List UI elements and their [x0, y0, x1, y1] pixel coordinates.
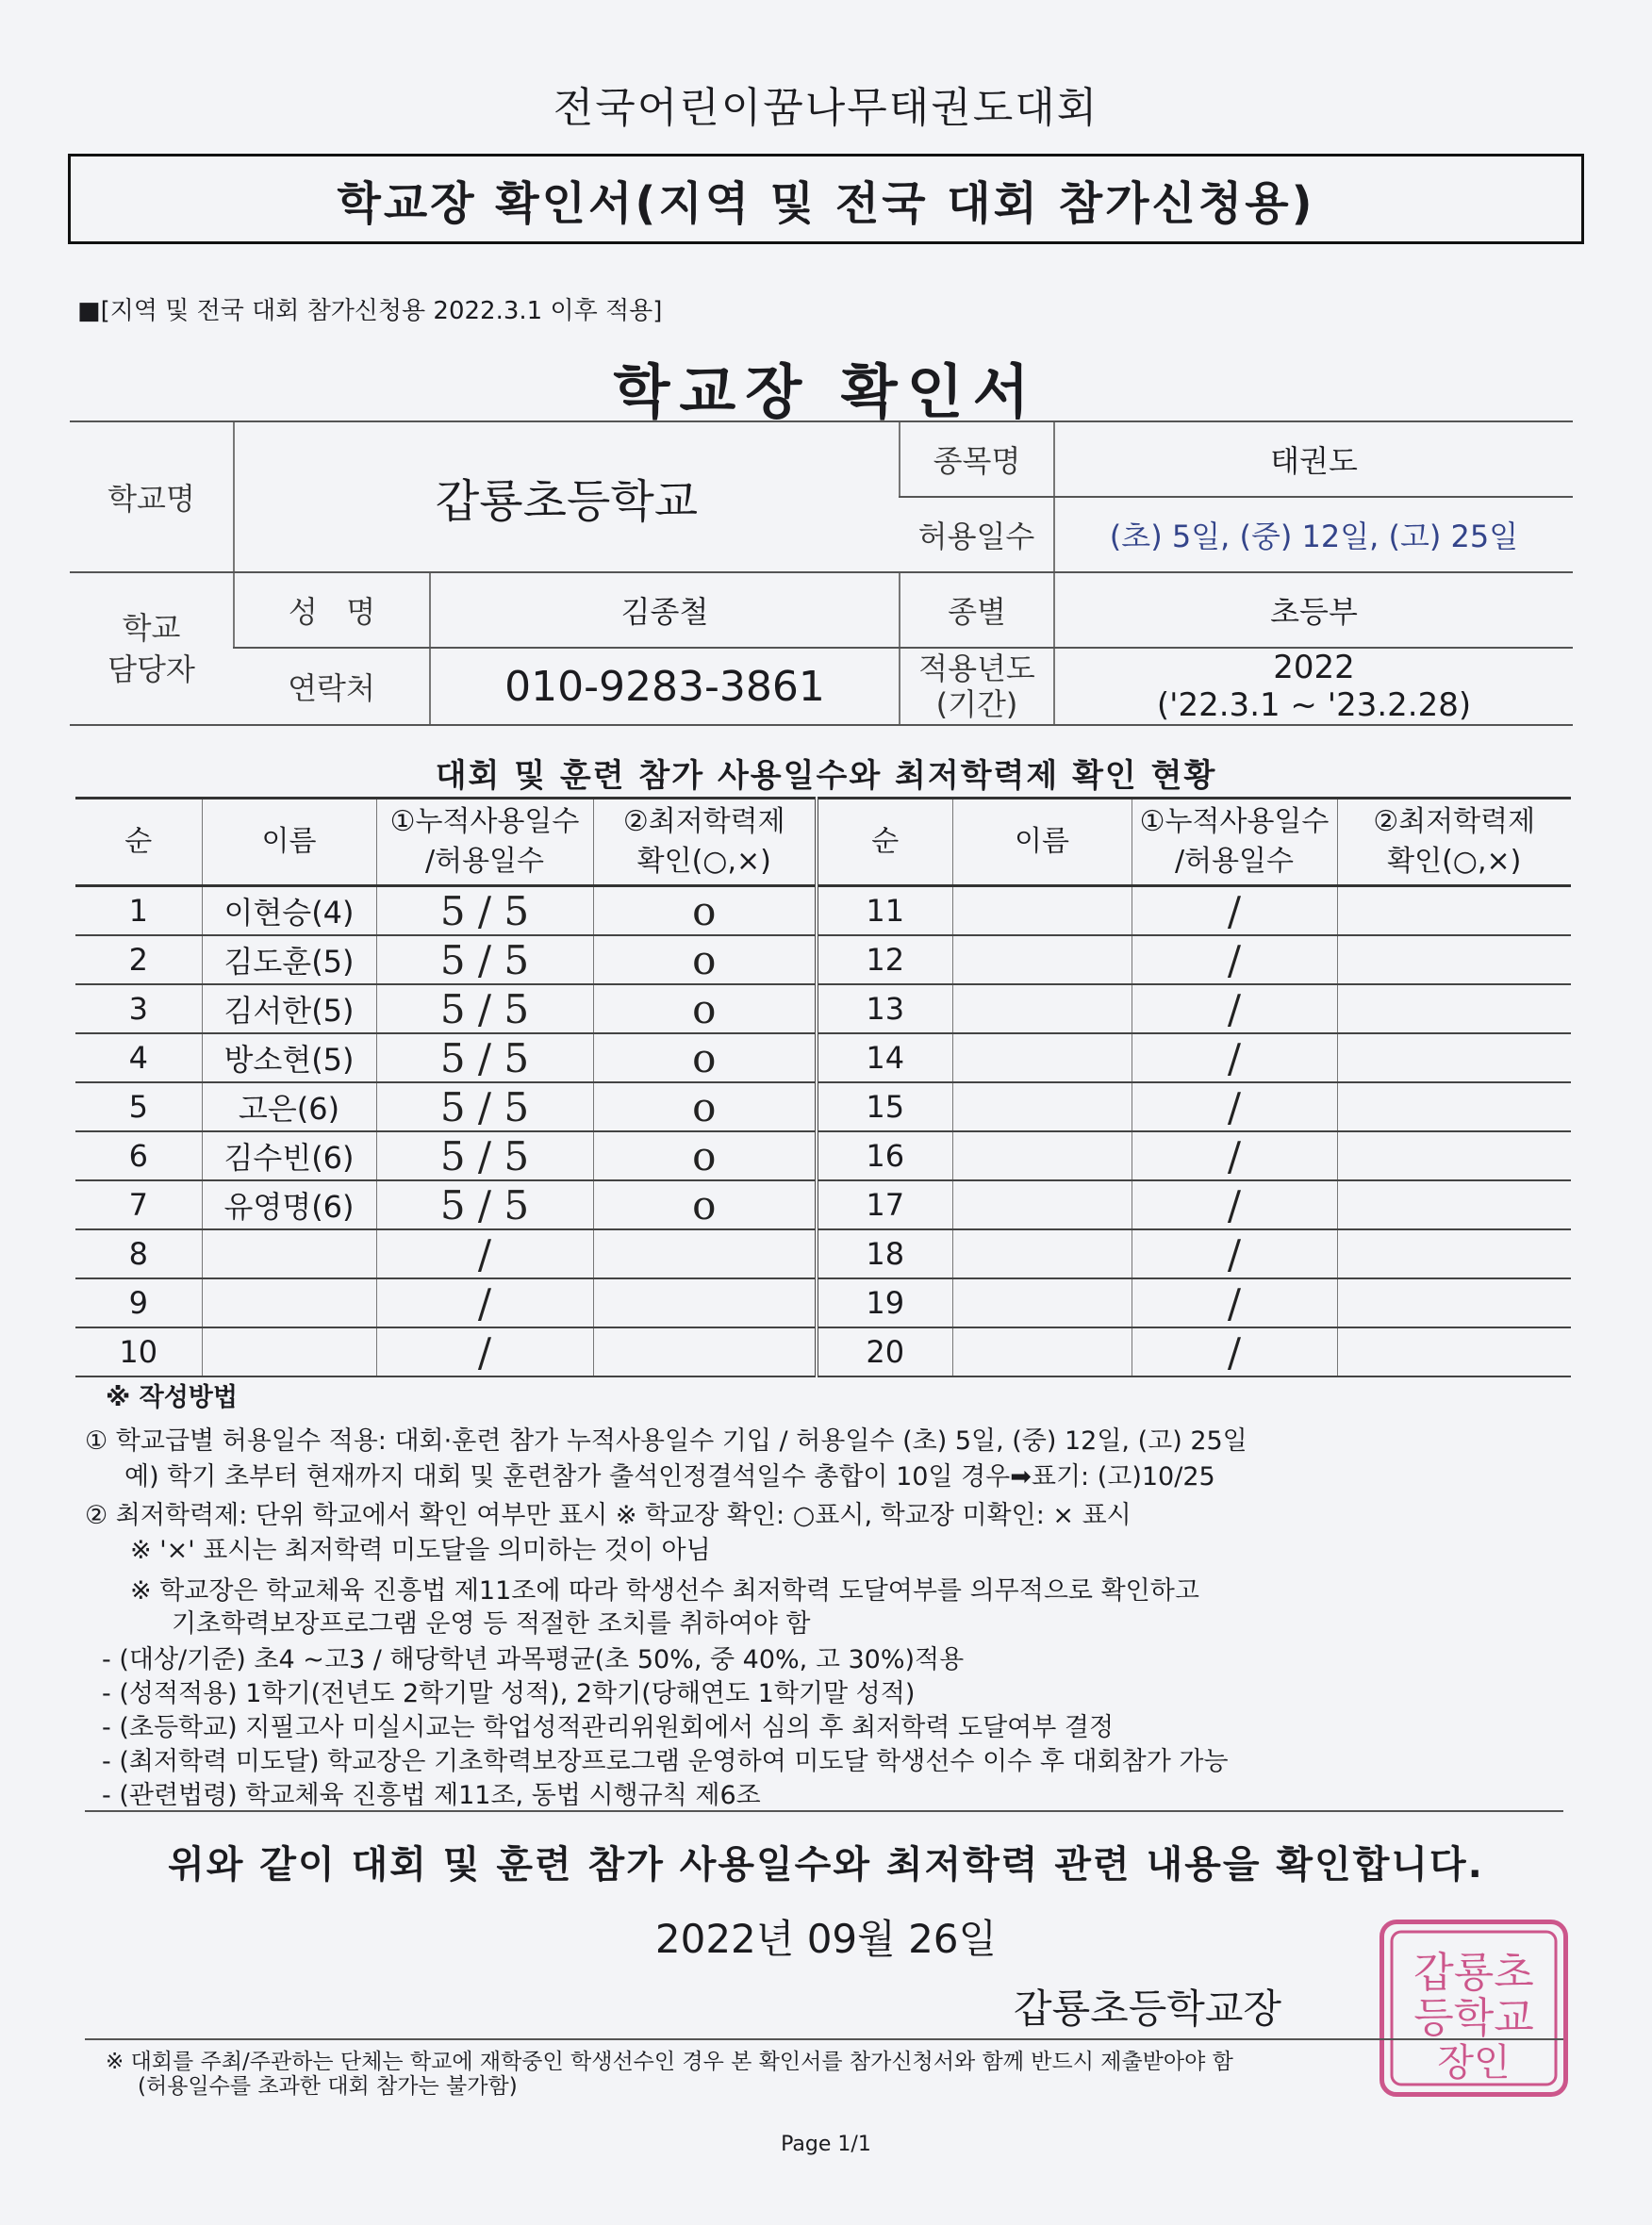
student-name: 김수빈(6) — [202, 1131, 376, 1180]
used-days: 5 / 5 — [376, 886, 593, 936]
sport-label: 종목명 — [900, 421, 1054, 497]
info-row — [70, 648, 1573, 725]
header-academic: ②최저학력제 확인(○,×) — [1337, 799, 1571, 886]
method-line: ※ '×' 표시는 최저학력 미도달을 의미하는 것이 아님 — [130, 1536, 711, 1565]
academic-check: o — [593, 1180, 817, 1229]
manager-label: 학교 담당자 — [70, 572, 234, 725]
info-table — [70, 420, 1573, 726]
confirm-text: 위와 같이 대회 및 훈련 참가 사용일수와 최저학력 관련 내용을 확인합니다. — [168, 1843, 1484, 1887]
page-number: Page 1/1 — [781, 2133, 871, 2156]
student-name: 고은(6) — [202, 1082, 376, 1131]
row-no: 12 — [817, 935, 952, 984]
status-table — [75, 797, 1571, 1377]
header-name: 이름 — [952, 799, 1132, 886]
row-no: 17 — [817, 1180, 952, 1229]
row-no: 18 — [817, 1229, 952, 1278]
year-label: 적용년도 (기간) — [900, 648, 1054, 725]
student-name: 방소현(5) — [202, 1033, 376, 1082]
divider — [85, 2038, 1563, 2040]
used-days: / — [1132, 1131, 1337, 1180]
student-name: 김서한(5) — [202, 984, 376, 1033]
academic-check: o — [593, 935, 817, 984]
method-line: - (대상/기준) 초4 ~고3 / 해당학년 과목평균(초 50%, 중 40%, 고 30%)적용 — [102, 1645, 965, 1674]
method-line: - (성적적용) 1학기(전년도 2학기말 성적), 2학기(당해연도 1학기말 성적) — [102, 1679, 916, 1708]
svg-text:장인: 장인 — [1437, 2041, 1511, 2085]
row-no: 2 — [75, 935, 202, 984]
used-days: 5 / 5 — [376, 1180, 593, 1229]
academic-check — [1337, 984, 1571, 1033]
academic-check — [1337, 1082, 1571, 1131]
academic-check — [593, 1229, 817, 1278]
row-no: 16 — [817, 1131, 952, 1180]
info-row — [70, 421, 1573, 497]
table-row — [75, 1278, 1571, 1327]
method-line: - (최저학력 미도달) 학교장은 기초학력보장프로그램 운영하여 미도달 학생선수 이수 후 대회참가 가능 — [102, 1747, 1229, 1776]
academic-check — [1337, 1327, 1571, 1376]
allow-value: (초) 5일, (중) 12일, (고) 25일 — [1054, 497, 1573, 572]
header-no: 순 — [75, 799, 202, 886]
academic-check — [1337, 935, 1571, 984]
student-name: 이현승(4) — [202, 886, 376, 936]
method-line: ① 학교급별 허용일수 적용: 대회·훈련 참가 누적사용일수 기입 / 허용일수 (초) 5일, (중) 12일, (고) 25일 — [85, 1426, 1247, 1456]
header-days: ①누적사용일수 /허용일수 — [376, 799, 593, 886]
name-value: 김종철 — [430, 572, 900, 648]
principal-name: 갑룡초등학교장 — [1014, 1986, 1282, 2032]
academic-check: o — [593, 984, 817, 1033]
table-row — [75, 1082, 1571, 1131]
document-title: 학교장 확인서(지역 및 전국 대회 참가신청용) — [337, 176, 1315, 230]
division-value: 초등부 — [1054, 572, 1573, 648]
method-line: - (관련법령) 학교체육 진흥법 제11조, 동법 시행규칙 제6조 — [102, 1781, 761, 1810]
student-name: 유영명(6) — [202, 1180, 376, 1229]
academic-check — [1337, 1180, 1571, 1229]
status-title: 대회 및 훈련 참가 사용일수와 최저학력제 확인 현황 — [435, 757, 1217, 795]
used-days: 5 / 5 — [376, 1131, 593, 1180]
row-no: 20 — [817, 1327, 952, 1376]
used-days: / — [376, 1327, 593, 1376]
year-period: ('22.3.1 ~ '23.2.28) — [1156, 686, 1472, 724]
used-days: / — [1132, 1180, 1337, 1229]
year-cell — [1054, 648, 1573, 725]
sport-value: 태권도 — [1054, 421, 1573, 497]
header-name: 이름 — [202, 799, 376, 886]
academic-check — [1337, 886, 1571, 936]
method-line: 예) 학기 초부터 현재까지 대회 및 훈련참가 출석인정결석일수 총합이 10일 경우➡표기: (고)10/25 — [124, 1462, 1215, 1492]
used-days: / — [1132, 1033, 1337, 1082]
row-no: 15 — [817, 1082, 952, 1131]
table-row — [75, 886, 1571, 936]
table-row — [75, 935, 1571, 984]
used-days: / — [376, 1229, 593, 1278]
method-line: ② 최저학력제: 단위 학교에서 확인 여부만 표시 ※ 학교장 확인: ○표시, 학교장 미확인: × 표시 — [85, 1501, 1132, 1530]
svg-text:등학교: 등학교 — [1413, 1994, 1534, 2042]
svg-text:갑룡초: 갑룡초 — [1413, 1949, 1534, 1997]
used-days: / — [1132, 1327, 1337, 1376]
student-name — [952, 1327, 1132, 1376]
table-row — [75, 1033, 1571, 1082]
academic-check: o — [593, 1131, 817, 1180]
school-label: 학교명 — [70, 421, 234, 572]
header-academic: ②최저학력제 확인(○,×) — [593, 799, 817, 886]
academic-check — [1337, 1033, 1571, 1082]
footnote-line: (허용일수를 초과한 대회 참가는 불가함) — [138, 2074, 518, 2099]
row-no: 19 — [817, 1278, 952, 1327]
method-title: ※ 작성방법 — [106, 1383, 238, 1412]
student-name — [202, 1229, 376, 1278]
event-name: 전국어린이꿈나무태권도대회 — [553, 84, 1099, 132]
header-days: ①누적사용일수 /허용일수 — [1132, 799, 1337, 886]
row-no: 6 — [75, 1131, 202, 1180]
main-title: 학교장 확인서 — [613, 357, 1039, 426]
row-no: 13 — [817, 984, 952, 1033]
student-name — [952, 935, 1132, 984]
allow-label: 허용일수 — [900, 497, 1054, 572]
used-days: / — [1132, 1082, 1337, 1131]
used-days: 5 / 5 — [376, 984, 593, 1033]
academic-check: o — [593, 1033, 817, 1082]
school-value: 갑룡초등학교 — [234, 421, 900, 572]
row-no: 9 — [75, 1278, 202, 1327]
row-no: 3 — [75, 984, 202, 1033]
used-days: / — [1132, 984, 1337, 1033]
division-label: 종별 — [900, 572, 1054, 648]
academic-check — [1337, 1229, 1571, 1278]
row-no: 1 — [75, 886, 202, 936]
table-row — [75, 1131, 1571, 1180]
student-name — [952, 1131, 1132, 1180]
academic-check — [1337, 1278, 1571, 1327]
student-name — [952, 1180, 1132, 1229]
table-row — [75, 1327, 1571, 1376]
name-label: 성 명 — [234, 572, 430, 648]
academic-check — [593, 1278, 817, 1327]
table-row — [75, 1180, 1571, 1229]
used-days: / — [1132, 886, 1337, 936]
info-row — [70, 572, 1573, 648]
row-no: 8 — [75, 1229, 202, 1278]
student-name — [952, 1033, 1132, 1082]
row-no: 4 — [75, 1033, 202, 1082]
contact-value: 010-9283-3861 — [430, 648, 900, 725]
used-days: / — [1132, 1278, 1337, 1327]
used-days: / — [376, 1278, 593, 1327]
year-value: 2022 — [1273, 649, 1355, 686]
academic-check: o — [593, 886, 817, 936]
student-name: 김도훈(5) — [202, 935, 376, 984]
official-seal — [1379, 1920, 1568, 2097]
date-line: 2022년 09월 26일 — [654, 1916, 998, 1962]
table-row — [75, 984, 1571, 1033]
academic-check — [593, 1327, 817, 1376]
used-days: 5 / 5 — [376, 1033, 593, 1082]
row-no: 14 — [817, 1033, 952, 1082]
footnote-line: ※ 대회를 주최/주관하는 단체는 학교에 재학중인 학생선수인 경우 본 확인서를 참가신청서와 함께 반드시 제출받아야 함 — [106, 2050, 1233, 2074]
row-no: 11 — [817, 886, 952, 936]
method-line: - (초등학교) 지필고사 미실시교는 학업성적관리위원회에서 심의 후 최저학력 도달여부 결정 — [102, 1713, 1115, 1742]
used-days: 5 / 5 — [376, 1082, 593, 1131]
status-header-row — [75, 799, 1571, 886]
row-no: 10 — [75, 1327, 202, 1376]
used-days: 5 / 5 — [376, 935, 593, 984]
student-name — [952, 1082, 1132, 1131]
method-line: ※ 학교장은 학교체육 진흥법 제11조에 따라 학생선수 최저학력 도달여부를 의무적으로 확인하고 — [130, 1576, 1199, 1606]
student-name — [952, 984, 1132, 1033]
student-name — [952, 1278, 1132, 1327]
row-no: 5 — [75, 1082, 202, 1131]
header-no: 순 — [817, 799, 952, 886]
student-name — [202, 1278, 376, 1327]
student-name — [202, 1327, 376, 1376]
document-title-box — [68, 154, 1584, 244]
contact-label: 연락처 — [234, 648, 430, 725]
used-days: / — [1132, 935, 1337, 984]
student-name — [952, 886, 1132, 936]
table-row — [75, 1229, 1571, 1278]
method-line: 기초학력보장프로그램 운영 등 적절한 조치를 취하여야 함 — [172, 1609, 811, 1639]
academic-check: o — [593, 1082, 817, 1131]
academic-check — [1337, 1131, 1571, 1180]
row-no: 7 — [75, 1180, 202, 1229]
divider — [85, 1810, 1563, 1812]
apply-note: ■[지역 및 전국 대회 참가신청용 2022.3.1 이후 적용] — [77, 297, 663, 325]
used-days: / — [1132, 1229, 1337, 1278]
seal-icon — [1384, 1924, 1563, 2092]
student-name — [952, 1229, 1132, 1278]
